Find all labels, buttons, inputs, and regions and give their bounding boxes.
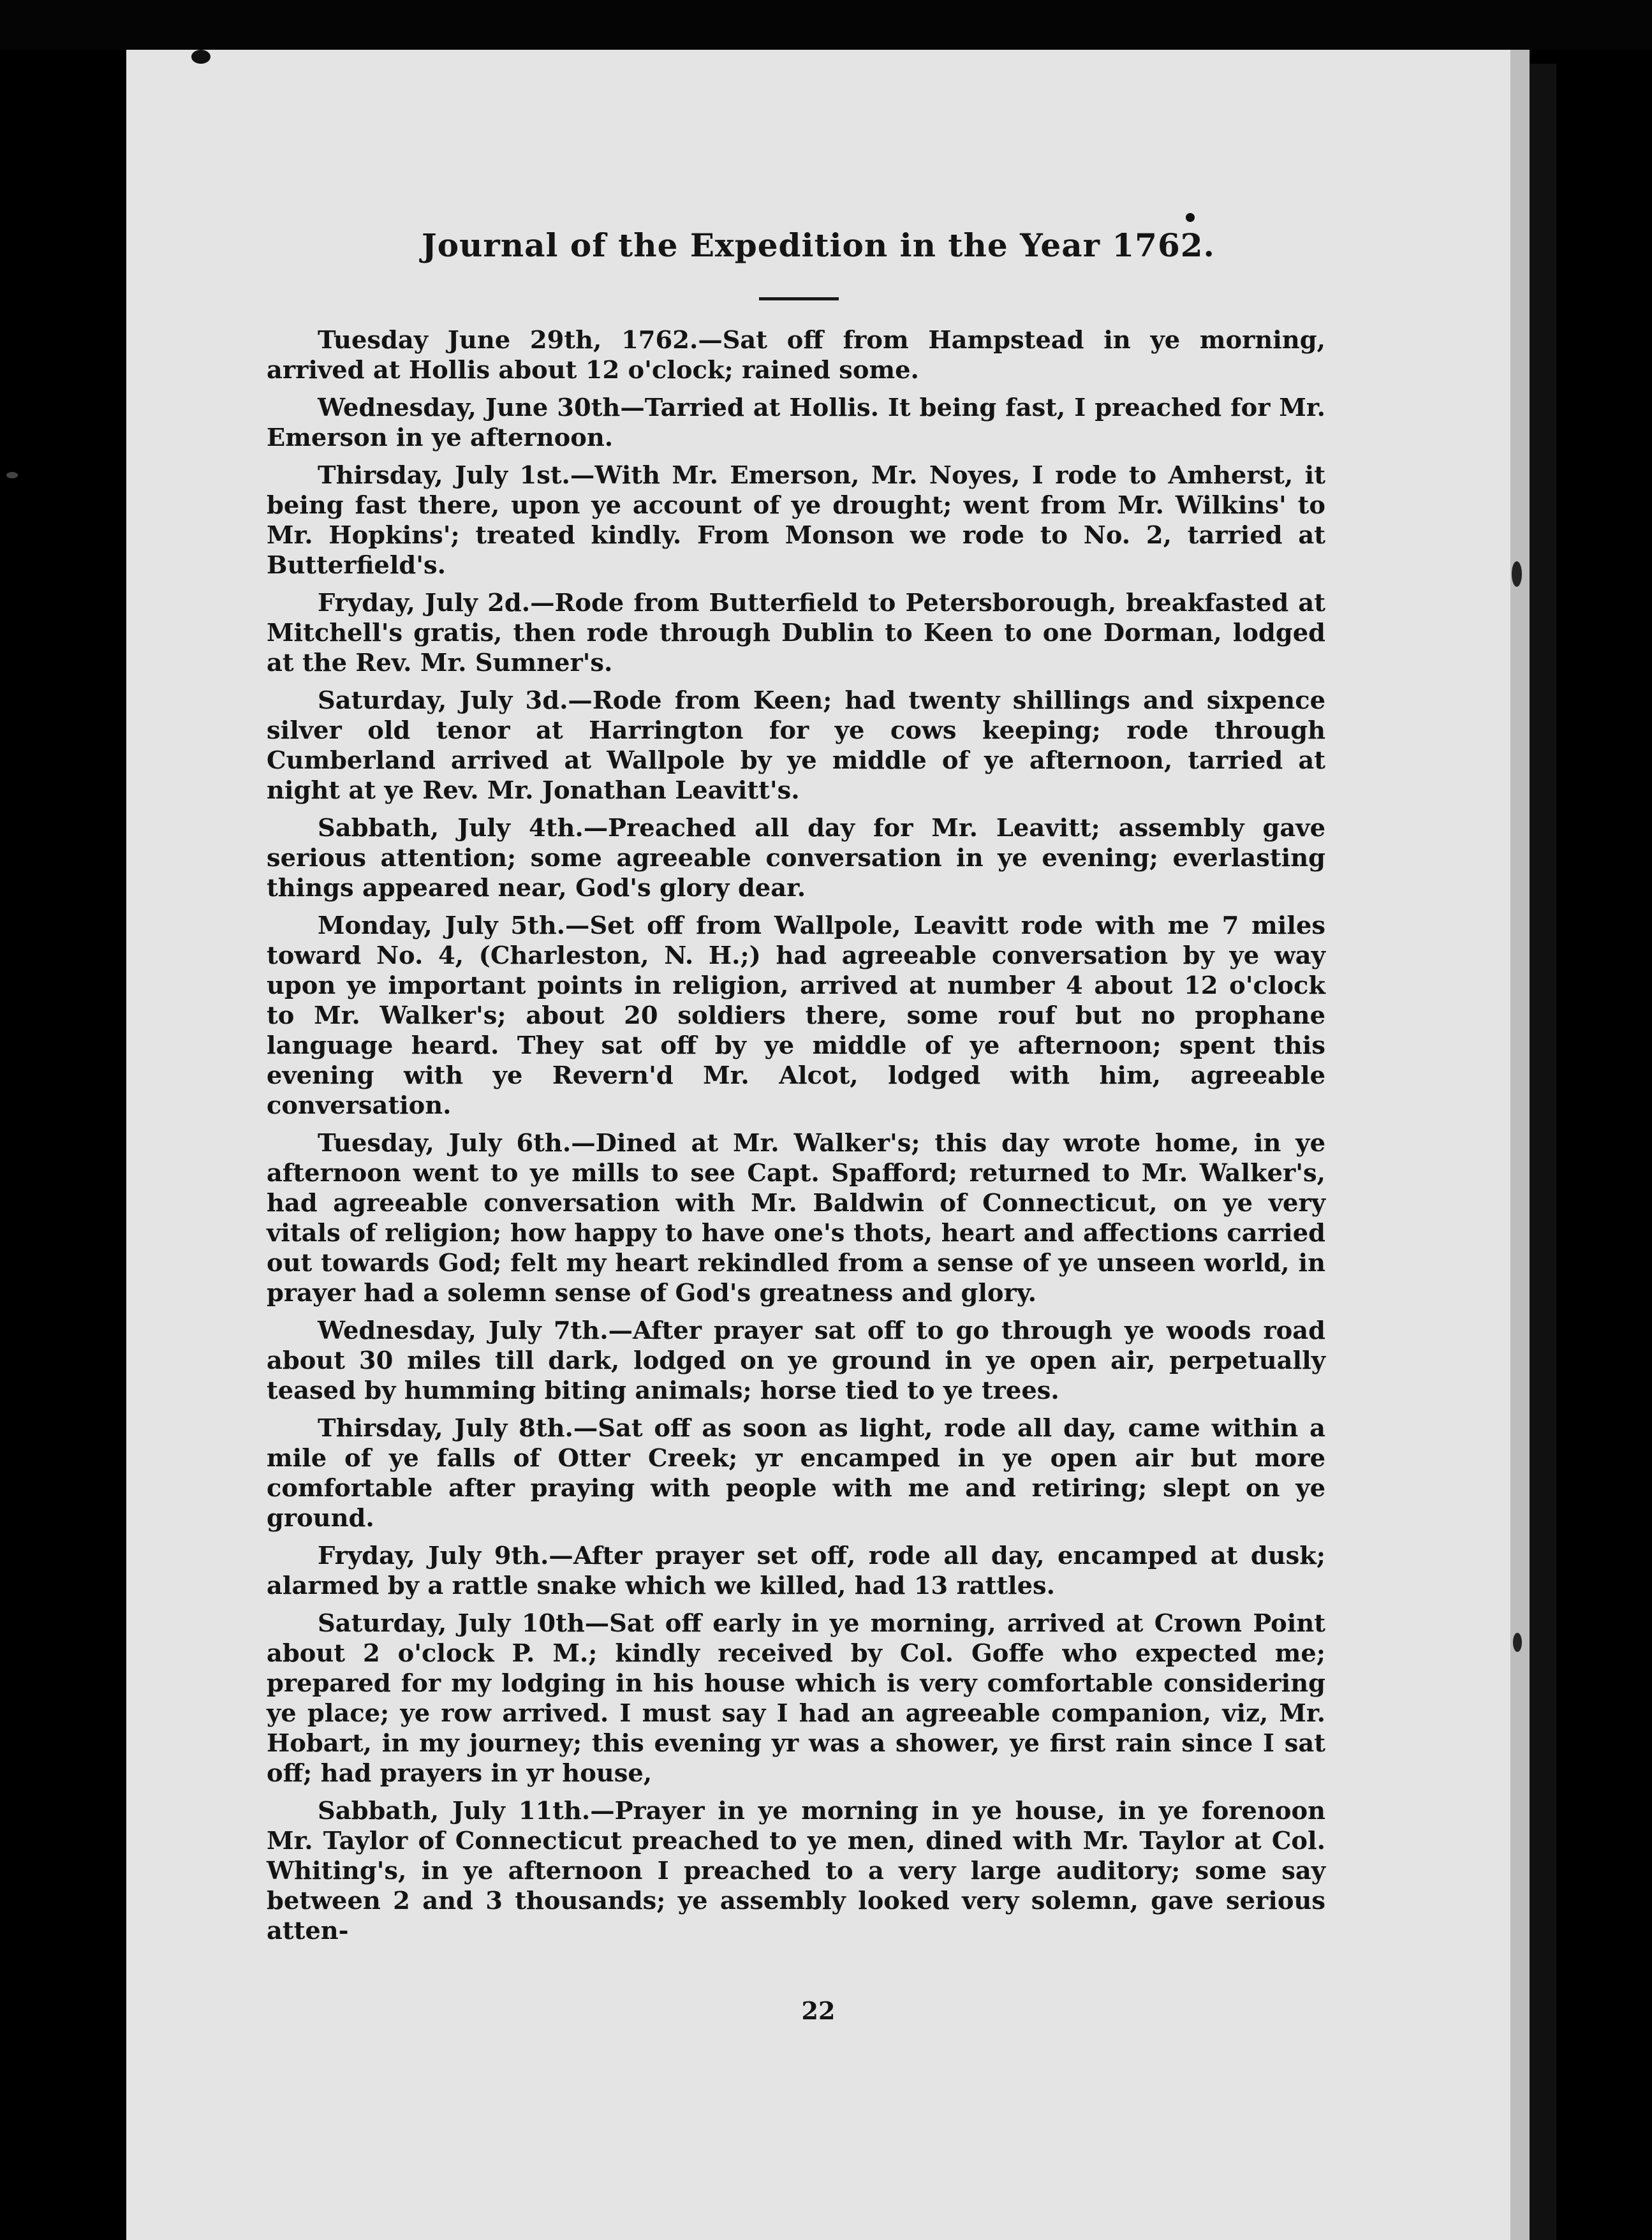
journal-entry-july-9: Fryday, July 9th.—After prayer set off, rode all day, encamped at dusk; alarmed by a rattle snake which we killed, had 13 rattles. bbox=[267, 1542, 1325, 1600]
journal-entry-july-8: Thirsday, July 8th.—Sat off as soon as light, rode all day, came within a mile of ye falls of Otter Creek; yr encamped in ye open air but more comfortable after praying with people with me and retiring; slept on ye ground. bbox=[267, 1414, 1325, 1533]
scan-right-border bbox=[1556, 57, 1652, 2240]
journal-entry-july-7: Wednesday, July 7th.—After prayer sat off to go through ye woods road about 30 miles till dark, lodged on ye ground in ye open air, perpetually teased by humming biting animals; horse tied to ye trees. bbox=[267, 1316, 1325, 1405]
scan-top-border bbox=[0, 0, 1652, 50]
title-rule bbox=[759, 297, 839, 300]
page-edge-strip bbox=[1510, 50, 1530, 2240]
scan-speck bbox=[1512, 561, 1522, 587]
journal-entry-july-3: Saturday, July 3d.—Rode from Keen; had twenty shillings and sixpence silver old tenor at Harrington for ye cows keeping; rode through Cumberland arrived at Wallpole by ye middle of ye afternoon, tarried at night at ye Rev. Mr. Jonathan Leavitt's. bbox=[267, 686, 1325, 805]
journal-entry-july-11: Sabbath, July 11th.—Prayer in ye morning in ye house, in ye forenoon Mr. Taylor of Connecticut preached to ye men, dined with Mr. Taylor at Col. Whiting's, in ye afternoon I preached to a very large auditory; some say between 2 and 3 thousands; ye assembly looked very solemn, gave serious atten- bbox=[267, 1797, 1325, 1945]
ink-dot bbox=[1186, 213, 1195, 222]
page-number: 22 bbox=[801, 1996, 836, 2025]
journal-entry-july-6: Tuesday, July 6th.—Dined at Mr. Walker's; this day wrote home, in ye afternoon went to ye mills to see Capt. Spafford; returned to Mr. Walker's, had agreeable conversation with Mr. Baldwin of Connecticut, on ye very vitals of religion; how happy to have one's thots, heart and affections carried out towards God; felt my heart rekindled from a sense of ye unseen world, in prayer had a solemn sense of God's greatness and glory. bbox=[267, 1129, 1325, 1308]
journal-entry-july-10: Saturday, July 10th—Sat off early in ye morning, arrived at Crown Point about 2 o'clock P. M.; kindly received by Col. Goffe who expected me; prepared for my lodging in his house which is very comfortable considering ye place; ye row arrived. I must say I had an agreeable companion, viz, Mr. Hobart, in my journey; this evening yr was a shower, ye first rain since I sat off; had prayers in yr house, bbox=[267, 1609, 1325, 1788]
page-title: Journal of the Expedition in the Year 1762. bbox=[422, 226, 1215, 264]
scan-speck bbox=[191, 50, 210, 64]
journal-entry-june-30: Wednesday, June 30th—Tarried at Hollis. It being fast, I preached for Mr. Emerson in ye afternoon. bbox=[267, 394, 1325, 452]
journal-entry-july-1: Thirsday, July 1st.—With Mr. Emerson, Mr. Noyes, I rode to Amherst, it being fast there, upon ye account of ye drought; went from Mr. Wilkins' to Mr. Hopkins'; treated kindly. From Monson we rode to No. 2, tarried at Butterfield's. bbox=[267, 461, 1325, 580]
journal-entry-july-4: Sabbath, July 4th.—Preached all day for Mr. Leavitt; assembly gave serious attention; some agreeable conversation in ye evening; everlasting things appeared near, God's glory dear. bbox=[267, 814, 1325, 903]
journal-entry-july-5: Monday, July 5th.—Set off from Wallpole, Leavitt rode with me 7 miles toward No. 4, (Charleston, N. H.;) had agreeable conversation by ye way upon ye important points in religion, arrived at number 4 about 12 o'clock to Mr. Walker's; about 20 soldiers there, some rouf but no prophane language heard. They sat off by ye middle of ye afternoon; spent this evening with ye Revern'd Mr. Alcot, lodged with him, agreeable conversation. bbox=[267, 911, 1325, 1120]
journal-entry-july-2: Fryday, July 2d.—Rode from Butterfield to Petersborough, breakfasted at Mitchell's gratis, then rode through Dublin to Keen to one Dorman, lodged at the Rev. Mr. Sumner's. bbox=[267, 589, 1325, 677]
book-gutter bbox=[1530, 64, 1556, 2240]
scan-speck bbox=[6, 472, 18, 478]
journal-entry-june-29: Tuesday June 29th, 1762.—Sat off from Hampstead in ye morning, arrived at Hollis about 12 o'clock; rained some. bbox=[267, 326, 1325, 385]
scan-speck bbox=[1513, 1633, 1522, 1652]
journal-body bbox=[267, 325, 1325, 1954]
